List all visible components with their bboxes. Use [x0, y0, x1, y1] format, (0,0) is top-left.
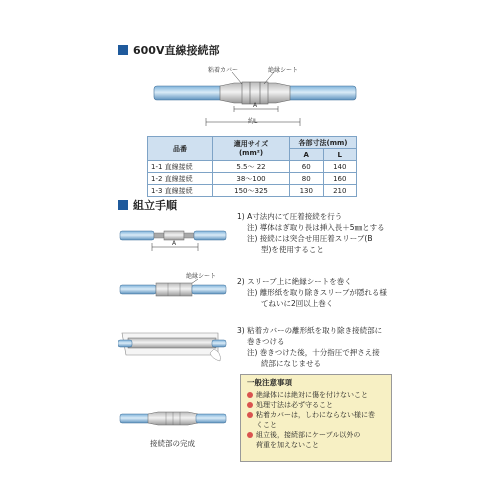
- step3-note: 続部になじませる: [261, 359, 321, 368]
- note-text: 処理寸法は必ず守ること: [256, 401, 333, 409]
- dim-A-label: A: [253, 102, 258, 109]
- table-header-row: [148, 137, 357, 149]
- general-notes-box: [240, 374, 392, 462]
- cable-left: [154, 86, 224, 100]
- note-item: [241, 400, 391, 410]
- dim-L-label: 約L: [248, 118, 258, 125]
- cell-name: 直線接続: [164, 186, 193, 195]
- header-L: L: [323, 149, 357, 161]
- table-row: [148, 185, 357, 197]
- completed-caption: 接続部の完成: [150, 439, 195, 448]
- table-row: [148, 161, 357, 173]
- red-bullet-icon: [247, 432, 253, 438]
- section1-title: 600V直線接続部: [133, 44, 220, 57]
- cell-name: 直線接続: [164, 174, 193, 183]
- cell-size: 38〜100: [213, 173, 290, 185]
- header-dims: 各部寸法(mm): [290, 137, 357, 149]
- cell-no: 1-2: [151, 174, 163, 183]
- header-size-label: 適用サイズ: [233, 139, 269, 148]
- square-bullet-icon: [118, 200, 128, 210]
- note-item: [241, 430, 391, 440]
- cable-right: [286, 86, 356, 100]
- step1-line: 1) A寸法内にて圧着接続を行う: [237, 212, 343, 221]
- cell-L: 140: [323, 161, 357, 173]
- step2-diagram: [118, 276, 228, 300]
- cell-part: [148, 185, 213, 197]
- step3-text: [237, 325, 382, 369]
- square-bullet-icon: [118, 45, 128, 55]
- insulation-sheet: [242, 82, 268, 104]
- step1-dim-A: A: [172, 240, 177, 247]
- note-text: 絶縁体には絶対に傷を付けないこと: [256, 391, 368, 399]
- completed-joint-diagram: [118, 408, 228, 430]
- cell-size: 5.5〜 22: [213, 161, 290, 173]
- note-text: 粘着カバーは，しわにならない様に巻: [256, 411, 375, 419]
- cell-L: 160: [323, 173, 357, 185]
- section2-header: [118, 197, 177, 213]
- step1-diagram: [118, 225, 228, 253]
- note-text: 荷重を加えないこと: [256, 441, 319, 449]
- step2-line: 2) スリーブ上に絶縁シートを巻く: [237, 277, 352, 286]
- label-adhesive-cover: 粘着カバー: [208, 67, 239, 74]
- header-part: 品番: [148, 137, 213, 161]
- section2-title: 組立手順: [133, 199, 177, 212]
- header-size-unit: (mm²): [238, 148, 264, 157]
- cell-part: [148, 161, 213, 173]
- cell-A: 80: [290, 173, 324, 185]
- cell-part: [148, 173, 213, 185]
- step2-note: てねいに2回以上巻く: [261, 299, 334, 308]
- note-item-continued: [241, 440, 391, 450]
- note-text: くこと: [256, 421, 277, 429]
- note-item: [241, 410, 391, 420]
- table-row: [148, 173, 357, 185]
- cell-size: 150〜325: [213, 185, 290, 197]
- step2-text: [237, 276, 387, 309]
- step3-diagram: [118, 325, 230, 365]
- note-text: 組立後，接続部にケーブル以外の: [256, 431, 361, 439]
- label-insulation-sheet: 絶縁シート: [268, 67, 299, 74]
- cell-no: 1-1: [151, 162, 163, 171]
- step2-note: 注) 離形紙を取り除きスリーブが隠れる様: [247, 288, 387, 297]
- red-bullet-icon: [247, 392, 253, 398]
- header-size: [213, 137, 290, 161]
- step3-line: 3) 粘着カバーの離形紙を取り除き接続部に: [237, 326, 383, 335]
- cell-A: 60: [290, 161, 324, 173]
- cell-name: 直線接続: [164, 162, 193, 171]
- spec-table: [147, 136, 357, 197]
- cell-no: 1-3: [151, 186, 163, 195]
- step3-note: 注) 巻きつけた後，十分指圧で押さえ接: [247, 348, 380, 357]
- step1-note: 注) 導体はぎ取り長は挿入長＋5㎜とする: [247, 223, 385, 232]
- section1-header: [118, 42, 219, 58]
- step1-note: 注) 接続には突合せ用圧着スリーブ(B: [247, 234, 373, 243]
- red-bullet-icon: [247, 402, 253, 408]
- cell-A: 130: [290, 185, 324, 197]
- step2-sheet-label: 絶縁シート: [186, 273, 217, 280]
- notes-title: 一般注意事項: [247, 378, 292, 387]
- cell-L: 210: [323, 185, 357, 197]
- header-A: A: [290, 149, 324, 161]
- step1-note: 型)を使用すること: [261, 245, 324, 254]
- note-item: [241, 390, 391, 400]
- note-item-continued: [241, 420, 391, 430]
- red-bullet-icon: [247, 412, 253, 418]
- step1-text: [237, 211, 385, 255]
- step3-line: 巻きつける: [247, 337, 285, 346]
